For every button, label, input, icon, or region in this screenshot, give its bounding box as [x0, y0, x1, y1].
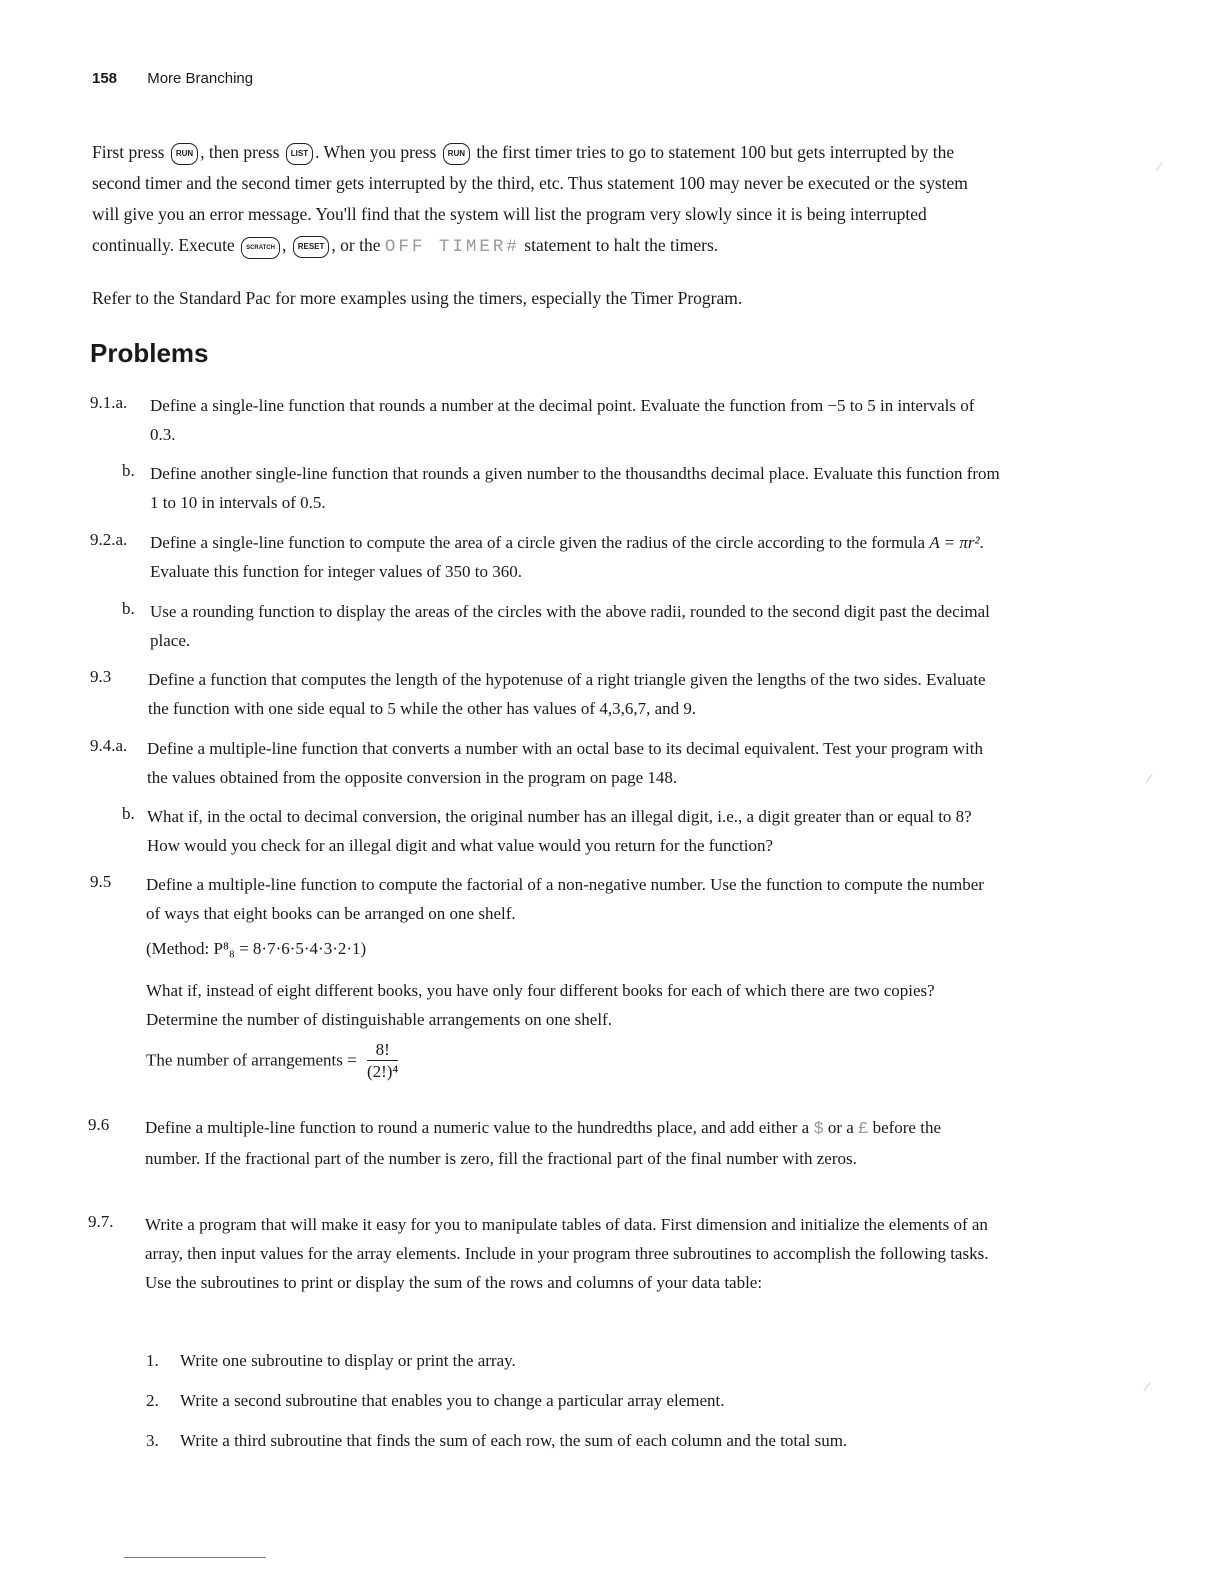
list-key-icon: LIST — [286, 143, 313, 165]
fraction-denominator: (2!)⁴ — [366, 1062, 399, 1081]
area-formula: A = πr² — [929, 533, 980, 552]
list-item-number: 2. — [146, 1391, 159, 1410]
scan-mark: ⁄ — [1158, 160, 1161, 175]
chapter-title: More Branching — [147, 70, 254, 87]
fraction-numerator: 8! — [367, 1040, 398, 1061]
problem-number: b. — [122, 599, 135, 618]
problem-number: 9.7. — [88, 1212, 114, 1231]
scan-mark: ⁄ — [1148, 772, 1151, 787]
list-item: Write a second subroutine that enables you to change a particular array element. — [180, 1391, 725, 1410]
intro-paragraph-2: Refer to the Standard Pac for more examples using the timers, especially the Timer Program. — [92, 288, 743, 308]
problem-text: Define a multiple-line function to compute the factorial of a non-negative number. Use the function to compute the number of ways that eight books can be arranged on one shelf. — [146, 875, 984, 923]
problem-text: What if, instead of eight different books, you have only four different books for each of which there are two copies? Determine the number of distinguishable arrangements on one shelf. — [146, 981, 935, 1029]
problem-text: Use a rounding function to display the areas of the circles with the above radii, rounded to the second digit past the decimal place. — [150, 602, 990, 650]
problem-text: Define a single-line function to compute the area of a circle given the radius of the circle according to the formula A = πr². Evaluate this function for integer values of 350 to 360. — [150, 533, 984, 581]
problem-text: Write a program that will make it easy for you to manipulate tables of data. First dimension and initialize the elements of an array, then input values for the array elements. Include in your program three subroutines to accomplish the following tasks. Use the subroutines to print or display the sum of the rows and columns of your data table: — [145, 1215, 989, 1292]
problem-text: Define a multiple-line function to round a numeric value to the hundredths place, and add either a $ or a £ before the number. If the fractional part of the number is zero, fill the fractional part of the final number with zeros. — [145, 1118, 941, 1168]
problem-text: What if, in the octal to decimal conversion, the original number has an illegal digit, i.e., a digit greater than or equal to 8? How would you check for an illegal digit and what value would you return for the function? — [147, 807, 972, 855]
reset-key-icon: RESET — [293, 236, 330, 258]
problem-number: 9.5 — [90, 872, 112, 891]
problem-number: 9.2.a. — [90, 530, 128, 549]
list-item-number: 1. — [146, 1351, 159, 1370]
fraction — [367, 1040, 398, 1083]
pound-symbol: £ — [858, 1120, 869, 1139]
scan-mark: ⁄ — [1146, 1380, 1149, 1395]
problem-text: Define a multiple-line function that converts a number with an octal base to its decimal equivalent. Test your program with the values obtained from the opposite conversion in the program on page 148. — [147, 739, 983, 787]
problem-number: 9.1.a. — [90, 393, 128, 412]
run-key-icon: RUN — [171, 143, 198, 165]
problems-heading: Problems — [90, 338, 209, 368]
footer-rule — [124, 1557, 266, 1558]
problem-text: Define another single-line function that rounds a given number to the thousandths decimal place. Evaluate this function from 1 to 10 in intervals of 0.5. — [150, 464, 1000, 512]
problem-number: b. — [122, 804, 135, 823]
problem-number: 9.6 — [88, 1115, 110, 1134]
intro-paragraph: First press RUN , then press LIST . When you press RUN the first timer tries to go to statement 100 but gets interrupted by the second timer and the second timer gets interrupted by the third, etc. Thus statement 100 may never be executed or the system will give you an error message. You'll find that the system will list the program very slowly since it is being interrupted continually. Execute SCRATCH , RESET , or the OFF TIMER# statement to halt the timers. — [92, 142, 968, 257]
dollar-symbol: $ — [813, 1120, 824, 1139]
list-item: Write one subroutine to display or print the array. — [180, 1351, 516, 1370]
problem-number: 9.4.a. — [90, 736, 128, 755]
run-key-icon: RUN — [443, 143, 470, 165]
page-number: 158 — [92, 70, 118, 87]
list-item: Write a third subroutine that finds the sum of each row, the sum of each column and the total sum. — [180, 1431, 848, 1450]
problem-number: 9.3 — [90, 667, 112, 686]
problem-text: Define a single-line function that rounds a number at the decimal point. Evaluate the function from −5 to 5 in intervals of 0.3. — [150, 396, 975, 444]
lcd-statement: OFF TIMER# — [384, 237, 520, 257]
problem-number: b. — [122, 461, 135, 480]
problem-text: Define a function that computes the length of the hypotenuse of a right triangle given the lengths of the two sides. Evaluate the function with one side equal to 5 while the other has values of 4,3,6,7, and 9. — [148, 670, 986, 718]
list-item-number: 3. — [146, 1431, 159, 1450]
running-head — [92, 70, 253, 87]
arrangements-formula: The number of arrangements = $\frac{8!}{\text{(2!)⁴}}$ — [146, 1040, 399, 1081]
scratch-key-icon: SCRATCH — [241, 237, 280, 259]
method-formula: (Method: P⁸₈ = 8·7·6·5·4·3·2·1) — [146, 939, 367, 958]
